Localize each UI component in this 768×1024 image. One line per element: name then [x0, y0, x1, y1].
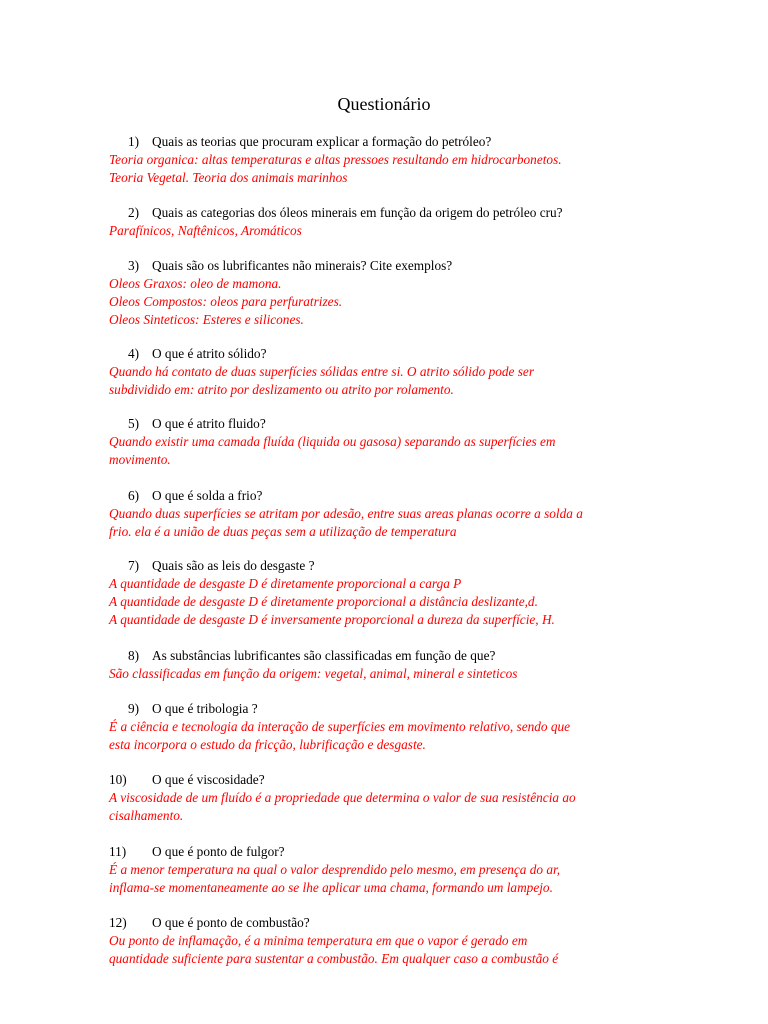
question — [109, 843, 669, 861]
answer-line: quantidade suficiente para sustentar a combustão. Em qualquer caso a combustão é — [109, 951, 559, 966]
answer-line: Ou ponto de inflamação, é a minima temperatura em que o vapor é gerado em — [109, 933, 528, 948]
question — [109, 345, 669, 363]
question-text: As substâncias lubrificantes são classificadas em função de que? — [152, 648, 496, 663]
question-text: O que é viscosidade? — [152, 772, 265, 787]
question-text: O que é atrito fluido? — [152, 416, 266, 431]
answer-line: subdividido em: atrito por deslizamento ou atrito por rolamento. — [109, 382, 454, 397]
qa-item-6 — [109, 487, 669, 541]
answer-line: Quando há contato de duas superfícies sólidas entre si. O atrito sólido pode ser — [109, 364, 534, 379]
answer — [109, 222, 669, 240]
question-number: 8) — [128, 648, 140, 663]
question — [109, 647, 669, 665]
answer-line: São classificadas em função da origem: vegetal, animal, mineral e sinteticos — [109, 666, 518, 681]
qa-item-8 — [109, 647, 669, 683]
question-text: O que é tribologia ? — [152, 701, 258, 716]
qa-item-4 — [109, 345, 669, 399]
answer-line: Oleos Compostos: oleos para perfuratrizes. — [109, 294, 343, 309]
qa-item-3 — [109, 257, 669, 329]
question — [109, 557, 669, 575]
answer — [109, 433, 669, 469]
question-text: O que é ponto de combustão? — [152, 915, 310, 930]
answer — [109, 275, 669, 329]
answer-line: movimento. — [109, 452, 171, 467]
answer-line: Oleos Sinteticos: Esteres e silicones. — [109, 312, 304, 327]
answer-line: É a menor temperatura na qual o valor desprendido pelo mesmo, em presença do ar, — [109, 862, 561, 877]
question-text: Quais são as leis do desgaste ? — [152, 558, 315, 573]
question — [109, 487, 669, 505]
answer-line: É a ciência e tecnologia da interação de superfícies em movimento relativo, sendo que — [109, 719, 571, 734]
answer-line: Teoria Vegetal. Teoria dos animais marinhos — [109, 170, 348, 185]
question — [109, 133, 669, 151]
answer — [109, 718, 669, 754]
answer — [109, 932, 669, 968]
qa-item-1 — [109, 133, 669, 187]
question-number: 1) — [128, 134, 140, 149]
question — [109, 204, 669, 222]
answer — [109, 363, 669, 399]
answer-line: A quantidade de desgaste D é inversamente proporcional a dureza da superfície, H. — [109, 612, 555, 627]
question-number: 9) — [128, 701, 140, 716]
answer-line: Parafínicos, Naftênicos, Aromáticos — [109, 223, 302, 238]
question-number: 4) — [128, 346, 140, 361]
answer — [109, 151, 669, 187]
answer-line: Oleos Graxos: oleo de mamona. — [109, 276, 282, 291]
question-text: O que é atrito sólido? — [152, 346, 267, 361]
question-number: 12) — [109, 915, 127, 930]
question-number: 10) — [109, 772, 127, 787]
question-number: 2) — [128, 205, 140, 220]
qa-item-5 — [109, 415, 669, 469]
qa-item-10 — [109, 771, 669, 825]
qa-item-7 — [109, 557, 669, 629]
answer-line: Quando duas superfícies se atritam por adesão, entre suas areas planas ocorre a solda a — [109, 506, 583, 521]
question — [109, 914, 669, 932]
answer-line: A viscosidade de um fluído é a propriedade que determina o valor de sua resistência ao — [109, 790, 576, 805]
question-number: 7) — [128, 558, 140, 573]
answer — [109, 665, 669, 683]
page-title: Questionário — [337, 94, 431, 114]
answer-line: A quantidade de desgaste D é diretamente proporcional a carga P — [109, 576, 462, 591]
question — [109, 415, 669, 433]
question — [109, 257, 669, 275]
question-number: 6) — [128, 488, 140, 503]
question-number: 11) — [109, 844, 127, 859]
answer — [109, 861, 669, 897]
answer-line: frio. ela é a união de duas peças sem a utilização de temperatura — [109, 524, 457, 539]
question — [109, 771, 669, 789]
answer — [109, 505, 669, 541]
question-number: 3) — [128, 258, 140, 273]
answer-line: A quantidade de desgaste D é diretamente proporcional a distância deslizante,d. — [109, 594, 538, 609]
question-number: 5) — [128, 416, 140, 431]
qa-item-2 — [109, 204, 669, 240]
question-text: Quais as teorias que procuram explicar a formação do petróleo? — [152, 134, 492, 149]
answer — [109, 575, 669, 629]
qa-item-11 — [109, 843, 669, 897]
question-text: O que é ponto de fulgor? — [152, 844, 285, 859]
answer — [109, 789, 669, 825]
answer-line: esta incorpora o estudo da fricção, lubrificação e desgaste. — [109, 737, 426, 752]
question-text: O que é solda a frio? — [152, 488, 263, 503]
question-text: Quais são os lubrificantes não minerais? Cite exemplos? — [152, 258, 453, 273]
qa-item-9 — [109, 700, 669, 754]
answer-line: Teoria organica: altas temperaturas e altas pressoes resultando em hidrocarbonetos. — [109, 152, 562, 167]
answer-line: inflama-se momentaneamente ao se lhe aplicar uma chama, formando um lampejo. — [109, 880, 553, 895]
qa-item-12 — [109, 914, 669, 968]
question — [109, 700, 669, 718]
answer-line: cisalhamento. — [109, 808, 184, 823]
answer-line: Quando existir uma camada fluída (liquida ou gasosa) separando as superfícies em — [109, 434, 556, 449]
question-text: Quais as categorias dos óleos minerais em função da origem do petróleo cru? — [152, 205, 563, 220]
